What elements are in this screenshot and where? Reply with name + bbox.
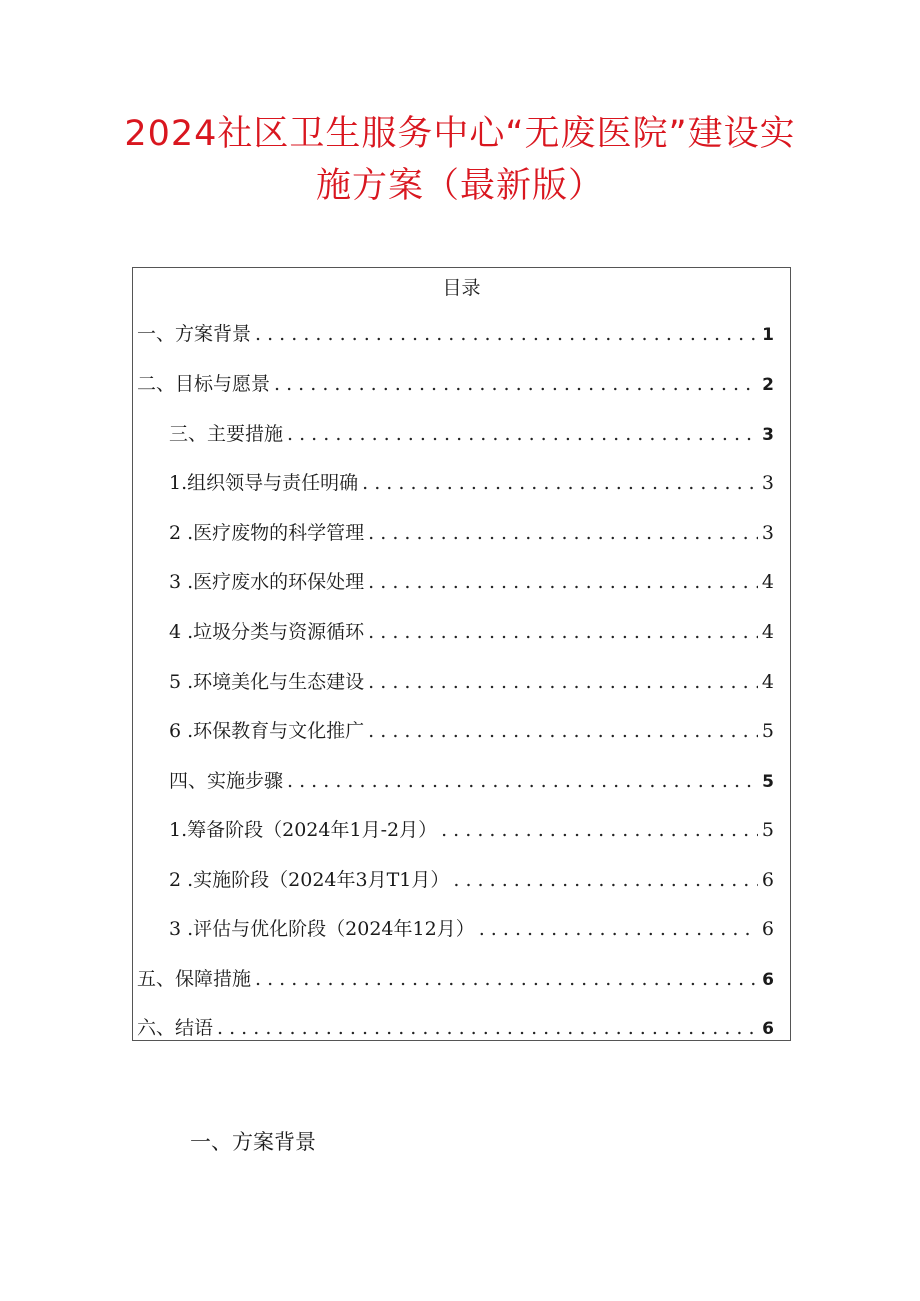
- toc-entry-4[interactable]: [169, 468, 774, 498]
- toc-leader-dots: [368, 567, 758, 597]
- toc-leader-dots: [274, 369, 758, 399]
- table-of-contents: [132, 267, 791, 1041]
- toc-entry-label: 6 .环保教育与文化推广: [169, 720, 365, 742]
- section-heading-background: 一、方案背景: [190, 1130, 316, 1154]
- toc-entry-label: 六、结语: [137, 1017, 214, 1039]
- toc-leader-dots: [255, 319, 758, 349]
- toc-entry-8[interactable]: [169, 667, 774, 697]
- toc-entry-label: 3 .医疗废水的环保处理: [169, 571, 365, 593]
- toc-entry-12[interactable]: [169, 865, 774, 895]
- toc-entry-15[interactable]: [137, 1013, 774, 1043]
- toc-entry-label: 1.筹备阶段（2024年1月-2月）: [169, 819, 438, 841]
- toc-entry-label: 一、方案背景: [137, 323, 252, 345]
- toc-entry-6[interactable]: [169, 567, 774, 597]
- toc-entry-page: 2: [762, 375, 774, 395]
- toc-entry-5[interactable]: [169, 518, 774, 548]
- toc-entry-label: 4 .垃圾分类与资源循环: [169, 621, 365, 643]
- toc-entry-label: 三、主要措施: [169, 423, 284, 445]
- toc-entry-page: 1: [762, 325, 774, 345]
- document-title: [90, 108, 830, 212]
- toc-leader-dots: [368, 518, 758, 548]
- toc-leader-dots: [287, 419, 758, 449]
- toc-entry-13[interactable]: [169, 914, 774, 944]
- toc-leader-dots: [362, 468, 758, 498]
- toc-entry-page: 4: [761, 571, 774, 593]
- document-title-line2: 施方案（最新版）: [315, 166, 604, 206]
- toc-entry-label: 二、目标与愿景: [137, 373, 271, 395]
- toc-leader-dots: [255, 964, 758, 994]
- toc-entry-7[interactable]: [169, 617, 774, 647]
- toc-entry-page: 3: [761, 472, 774, 494]
- toc-leader-dots: [217, 1013, 758, 1043]
- toc-entry-11[interactable]: [169, 815, 774, 845]
- toc-entry-10[interactable]: [169, 766, 774, 796]
- toc-entry-label: 1.组织领导与责任明确: [169, 472, 359, 494]
- toc-leader-dots: [287, 766, 758, 796]
- toc-entry-page: 4: [761, 671, 774, 693]
- toc-entry-label: 2 .实施阶段（2024年3月T1月）: [169, 869, 450, 891]
- toc-leader-dots: [368, 667, 758, 697]
- toc-leader-dots: [368, 617, 758, 647]
- toc-entry-page: 3: [761, 522, 774, 544]
- toc-leader-dots: [368, 716, 758, 746]
- document-title-line1: 2024社区卫生服务中心“无废医院”建设实: [124, 114, 796, 154]
- toc-leader-dots: [479, 914, 758, 944]
- toc-entry-2[interactable]: [137, 369, 774, 399]
- toc-entry-page: 5: [761, 720, 774, 742]
- toc-entry-page: 5: [762, 772, 774, 792]
- toc-entry-1[interactable]: [137, 319, 774, 349]
- toc-entry-9[interactable]: [169, 716, 774, 746]
- toc-leader-dots: [441, 815, 758, 845]
- toc-entry-page: 6: [762, 1019, 774, 1039]
- toc-entry-page: 3: [762, 425, 774, 445]
- toc-leader-dots: [453, 865, 758, 895]
- toc-entry-page: 4: [761, 621, 774, 643]
- toc-entry-14[interactable]: [137, 964, 774, 994]
- toc-entry-page: 5: [761, 819, 774, 841]
- toc-entry-3[interactable]: [169, 419, 774, 449]
- toc-entry-label: 2 .医疗废物的科学管理: [169, 522, 365, 544]
- toc-heading: 目录: [442, 277, 481, 299]
- toc-entry-page: 6: [761, 869, 774, 891]
- toc-entry-label: 3 .评估与优化阶段（2024年12月）: [169, 918, 475, 940]
- toc-entry-label: 四、实施步骤: [169, 770, 284, 792]
- toc-entry-page: 6: [762, 970, 774, 990]
- toc-entry-label: 五、保障措施: [137, 968, 252, 990]
- toc-entry-page: 6: [761, 918, 774, 940]
- toc-entry-label: 5 .环境美化与生态建设: [169, 671, 365, 693]
